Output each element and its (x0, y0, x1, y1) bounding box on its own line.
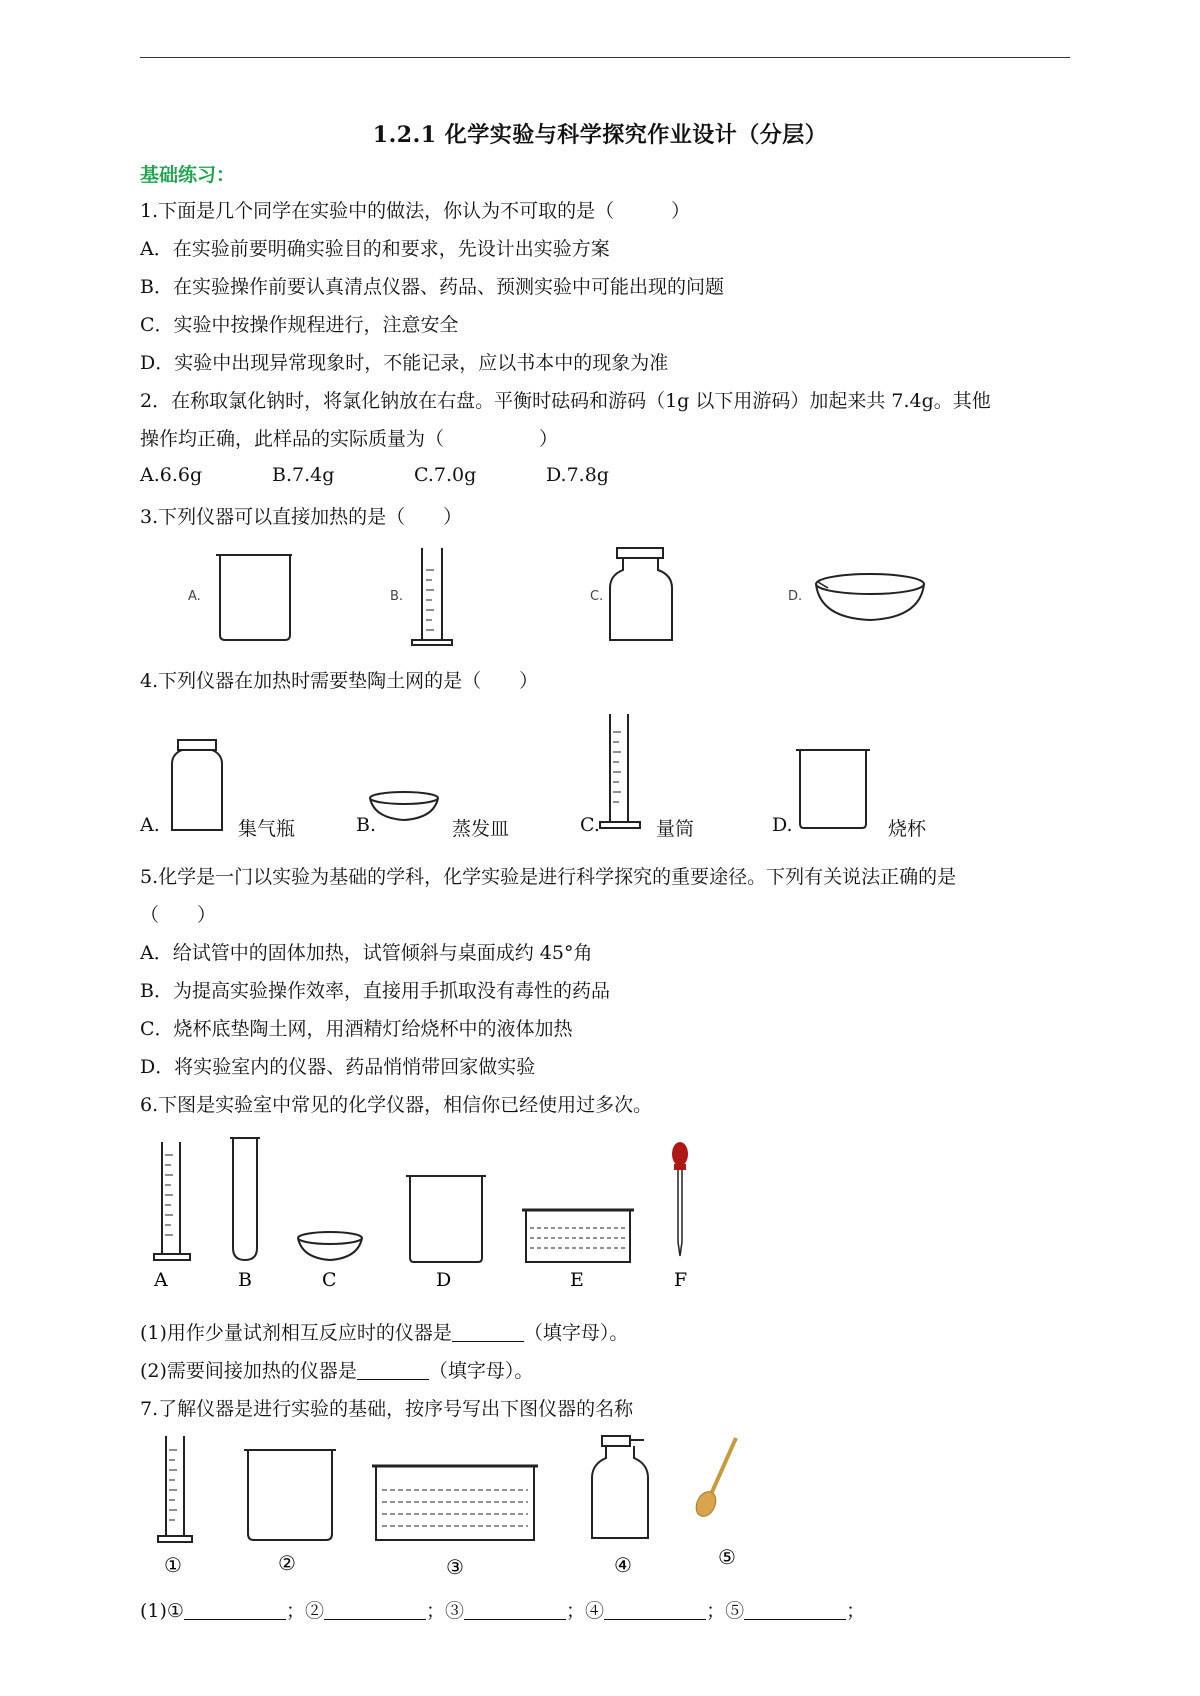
q4-option-c-name: 量筒 (656, 818, 695, 840)
q4-option-d-letter: D. (772, 814, 793, 836)
q7-answer-2-label: ② (304, 1600, 324, 1622)
water-trough-icon (522, 1210, 634, 1262)
q3-label-a: A. (188, 589, 201, 604)
q3-label-b: B. (390, 589, 404, 604)
graduated-cylinder-icon (412, 548, 452, 645)
dropper-icon (672, 1142, 688, 1256)
q4-stem: 4.下列仪器在加热时需要垫陶土网的是（ ） (140, 670, 539, 692)
q7-answer-4-label: ④ (585, 1600, 605, 1622)
q1-stem: 1.下面是几个同学在实验中的做法，你认为不可取的是（ ） (140, 200, 691, 222)
q7-answer-prefix: (1) (140, 1600, 167, 1622)
q6-sub2-prefix: (2)需要间接加热的仪器是 (140, 1360, 357, 1382)
q5-option-d: D．将实验室内的仪器、药品悄悄带回家做实验 (140, 1056, 536, 1078)
q1-option-c: C．实验中按操作规程进行，注意安全 (140, 314, 459, 336)
q2-option-d: D.7.8g (546, 464, 609, 486)
q6-label-c: C (322, 1269, 337, 1291)
spoon-icon (692, 1438, 736, 1520)
q3-figure (180, 540, 960, 650)
q7-answer-line (140, 1596, 865, 1623)
q5-option-a: A．给试管中的固体加热，试管倾斜与桌面成约 45°角 (140, 942, 593, 964)
q7-answer-3-blank[interactable] (464, 1601, 566, 1620)
reagent-bottle-icon (610, 548, 672, 640)
q7-separator: ； (846, 1600, 866, 1622)
beaker-icon (406, 1176, 486, 1262)
q7-label-2: ② (278, 1551, 296, 1575)
q6-sub1-answer-blank[interactable] (452, 1323, 524, 1342)
q6-stem: 6.下图是实验室中常见的化学仪器，相信你已经使用过多次。 (140, 1094, 653, 1116)
header-rule (140, 57, 1070, 58)
beaker-icon (244, 1450, 336, 1540)
q7-label-5: ⑤ (718, 1545, 736, 1569)
q7-label-4: ④ (614, 1553, 632, 1577)
q6-label-f: F (674, 1269, 688, 1291)
q3-label-d: D. (788, 589, 803, 604)
q7-separator: ； (706, 1600, 726, 1622)
q7-answer-2-blank[interactable] (324, 1601, 426, 1620)
q6-figure (140, 1130, 740, 1300)
q4-option-d-name: 烧杯 (888, 818, 927, 840)
section-label: 基础练习： (140, 164, 236, 186)
q6-sub2 (140, 1356, 533, 1383)
q2-option-b: B.7.4g (272, 464, 335, 486)
q2-stem-line1: 2．在称取氯化钠时，将氯化钠放在右盘。平衡时砝码和游码（1g 以下用游码）加起来共 7.4g。其他 (140, 390, 991, 412)
q2-stem-line2: 操作均正确，此样品的实际质量为（ ） (140, 428, 559, 450)
q6-label-e: E (570, 1269, 584, 1291)
q3-label-c: C. (590, 589, 604, 604)
q7-answer-5-blank[interactable] (744, 1601, 846, 1620)
q6-label-b: B (238, 1269, 252, 1291)
q6-sub1-prefix: (1)用作少量试剂相互反应时的仪器是 (140, 1322, 452, 1344)
q6-label-d: D (436, 1269, 452, 1291)
evaporating-dish-icon (298, 1232, 362, 1260)
q6-label-a: A (154, 1269, 168, 1291)
q6-sub1 (140, 1318, 628, 1345)
q5-option-b: B．为提高实验操作效率，直接用手抓取没有毒性的药品 (140, 980, 610, 1002)
q7-figure (140, 1430, 780, 1580)
graduated-cylinder-icon (600, 714, 640, 828)
q6-sub1-suffix: （填字母）。 (523, 1322, 629, 1344)
q7-answer-5-label: ⑤ (725, 1600, 745, 1622)
beaker-icon (216, 555, 292, 640)
q4-option-a-name: 集气瓶 (238, 818, 296, 840)
q7-stem: 7.了解仪器是进行实验的基础，按序号写出下图仪器的名称 (140, 1398, 634, 1420)
q4-option-c-letter: C. (580, 814, 600, 836)
q3-stem: 3.下列仪器可以直接加热的是（ ） (140, 506, 463, 528)
q7-separator: ； (566, 1600, 586, 1622)
q7-separator: ； (426, 1600, 446, 1622)
q4-option-b-name: 蒸发皿 (452, 818, 510, 840)
q4-option-a-letter: A. (140, 814, 160, 836)
q1-option-d: D．实验中出现异常现象时，不能记录，应以书本中的现象为准 (140, 352, 669, 374)
q6-sub2-answer-blank[interactable] (357, 1361, 429, 1380)
water-trough-icon (372, 1466, 538, 1540)
q5-stem-line1: 5.化学是一门以实验为基础的学科，化学实验是进行科学探究的重要途径。下列有关说法正确的是 (140, 866, 957, 888)
q7-separator: ； (285, 1600, 305, 1622)
test-tube-icon (230, 1138, 260, 1260)
graduated-cylinder-icon (154, 1142, 190, 1260)
q2-option-c: C.7.0g (414, 464, 477, 486)
q7-label-1: ① (164, 1553, 182, 1577)
beaker-icon (796, 750, 870, 828)
gas-jar-icon (172, 740, 222, 830)
q1-option-b: B．在实验操作前要认真清点仪器、药品、预测实验中可能出现的问题 (140, 276, 724, 298)
page-title: 1.2.1 化学实验与科学探究作业设计（分层） (372, 122, 828, 148)
q7-answer-3-label: ③ (445, 1600, 465, 1622)
q5-option-c: C．烧杯底垫陶土网，用酒精灯给烧杯中的液体加热 (140, 1018, 573, 1040)
q5-stem-line2: （ ） (140, 904, 217, 926)
q7-answer-1-blank[interactable] (184, 1601, 286, 1620)
dropping-bottle-icon (592, 1436, 648, 1538)
q7-label-3: ③ (446, 1555, 464, 1579)
evaporating-dish-icon (816, 574, 924, 620)
q7-answer-4-blank[interactable] (604, 1601, 706, 1620)
q2-option-a: A.6.6g (140, 464, 203, 486)
q4-option-b-letter: B. (356, 814, 377, 836)
q7-answer-1-label: ① (166, 1600, 184, 1622)
q1-option-a: A．在实验前要明确实验目的和要求，先设计出实验方案 (140, 238, 610, 260)
evaporating-dish-icon (370, 792, 438, 820)
q6-sub2-suffix: （填字母）。 (428, 1360, 534, 1382)
graduated-cylinder-icon (158, 1436, 192, 1542)
